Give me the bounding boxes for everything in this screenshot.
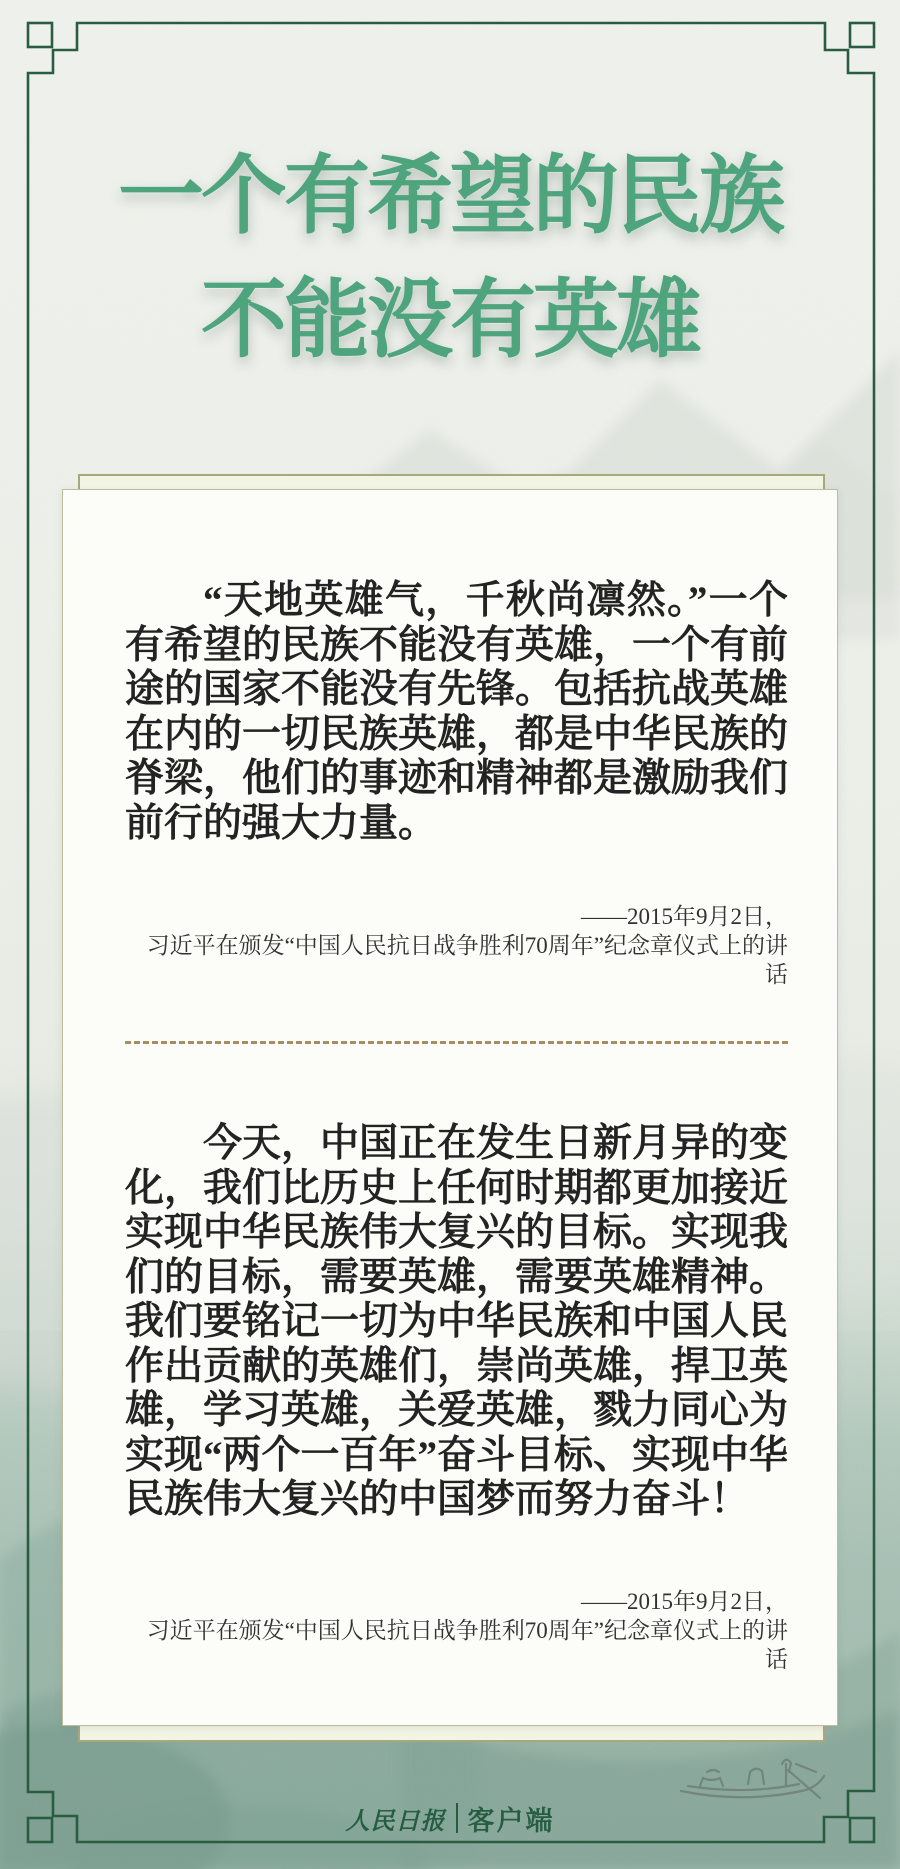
brand-client-label: 客户端 bbox=[467, 1805, 555, 1836]
quote-2-text: 今天，中国正在发生日新月异的变化，我们比历史上任何时期都更加接近实现中华民族伟大复兴的目标。实现我们的目标，需要英雄，需要英雄精神。我们要铭记一切为中华民族和中国人民作出贡献的英雄们，崇尚英雄，捍卫英雄，学习英雄，关爱英雄，戮力同心为实现“两个一百年”奋斗目标、实现中华民族伟大复兴的中国梦而努力奋斗！ bbox=[125, 1122, 789, 1521]
dashed-divider bbox=[125, 1041, 788, 1044]
poster-title-line-2: 不能没有英雄 bbox=[201, 272, 699, 368]
poster-title-line-1: 一个有希望的民族 bbox=[118, 148, 782, 244]
quote-1-attribution-source: 习近平在颁发“中国人民抗日战争胜利70周年”纪念章仪式上的讲话 bbox=[146, 933, 788, 987]
poster-title bbox=[0, 134, 900, 382]
people-daily-script-logo: 人民日报 bbox=[345, 1808, 446, 1835]
quote-1-text: “天地英雄气，千秋尚凛然。”一个有希望的民族不能没有英雄，一个有前途的国家不能没有先锋。包括抗战英雄在内的一切民族英雄，都是中华民族的脊梁，他们的事迹和精神都是激励我们前行的强大力量。 bbox=[125, 579, 789, 845]
brand-divider-bar bbox=[456, 1803, 458, 1833]
brand-logo bbox=[0, 1798, 900, 1838]
quote-2-attribution-source: 习近平在颁发“中国人民抗日战争胜利70周年”纪念章仪式上的讲话 bbox=[146, 1617, 788, 1672]
quote-card bbox=[62, 489, 838, 1726]
quote-1-attribution bbox=[125, 902, 788, 989]
quote-2-attribution bbox=[125, 1587, 788, 1674]
quote-1-attribution-date: ——2015年9月2日， bbox=[581, 904, 788, 929]
quote-2-attribution-date: ——2015年9月2日， bbox=[581, 1588, 788, 1614]
